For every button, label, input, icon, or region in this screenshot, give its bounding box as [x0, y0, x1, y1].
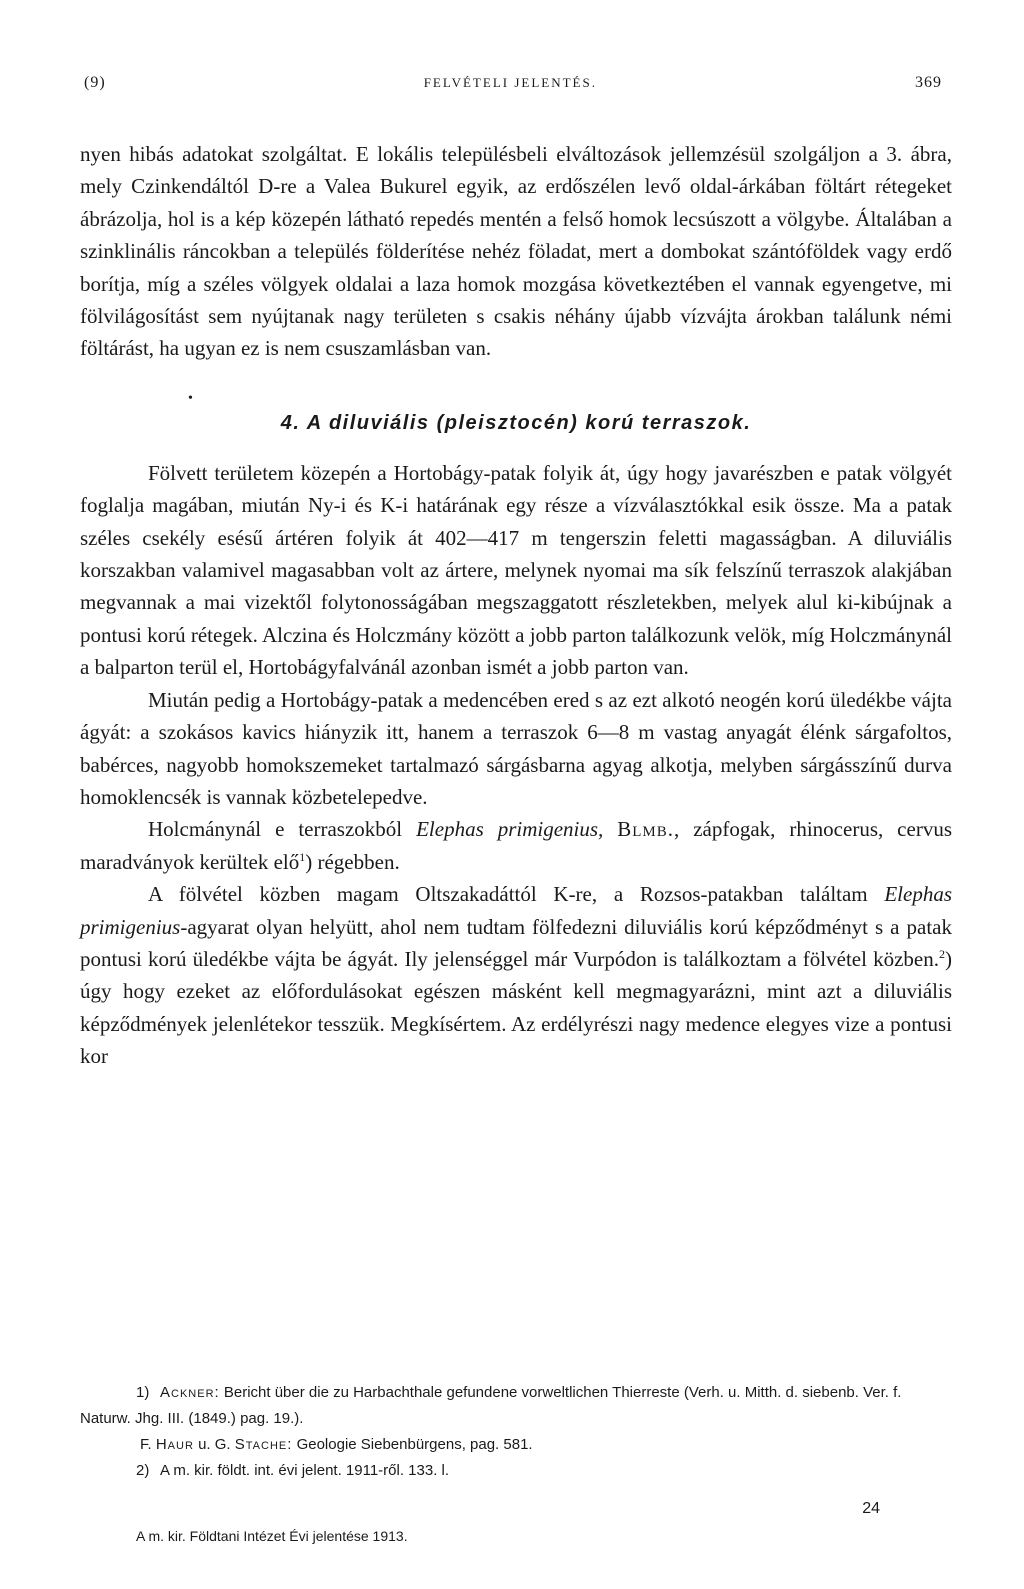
footnote-1-continued: F. Haur u. G. Stache: Geologie Siebenbürgens, pag. 581.	[140, 1436, 533, 1453]
body-text	[80, 138, 952, 1073]
paragraph-1: nyen hibás adatokat szolgáltat. E lokális településbeli elváltozások jellemzésül szolgáljon a 3. ábra, mely Czinkendáltól D-re a Valea Bukurel egyik, az erdőszélen levő oldal-árkában föltárt rétegeket ábrázolja, hol is a kép közepén látható repedés mentén a felső homok lecsúszott a völgybe. Általában a szinklinális ráncokban a település földerítése nehéz föladat, mert a dombokat szántóföldek vagy erdő borítja, míg a széles völgyek oldalai a laza homok mozgása következtében el vannak egyengetve, mi fölvilágosítást sem nyújtanak nagy területen s csakis néhány újabb vízvájta árokban találunk némi föltárást, ha ugyan ez is nem csuszamlásban van.	[80, 142, 952, 361]
signature-mark: 24	[862, 1500, 880, 1517]
species-name: Elephas primigenius	[80, 882, 952, 939]
header-title: FELVÉTELI JELENTÉS.	[423, 75, 597, 90]
footnotes	[80, 1380, 952, 1484]
header-page-ref: (9)	[84, 74, 106, 91]
paragraph-5: A fölvétel közben magam Oltszakadáttól K-re, a Rozsos-patakban találtam Elephas primigenius-agyarat olyan helyütt, ahol nem tudtam fölfedezni diluviális korú képződményt s a patak pontusi korú üledékbe vájta be ágyát. Ily jelenséggel már Vurpódon is találkoztam a fölvétel közben.$^2$) úgy hogy ezeket az előfordulásokat egészen másként kell megmagyarázni, mint azt a diluviális képződmények jelenlétekor tesszük. Megkísértem. Az erdélyrészi nagy medence elegyes vize a pontusi kor	[80, 882, 952, 1069]
stray-bullet: •	[188, 390, 193, 406]
page-footer	[136, 1500, 880, 1544]
author-abbrev: Blmb.	[617, 817, 674, 842]
paragraph-4: Holcmánynál e terraszokból Elephas primigenius, Blmb., zápfogak, rhinocerus, cervus maradványok kerültek elő$^1$) régebben.	[80, 817, 952, 874]
footer-publication: A m. kir. Földtani Intézet Évi jelentése 1913.	[136, 1528, 408, 1544]
species-name: Elephas primigenius,	[416, 817, 604, 842]
footnote-2: 2) A m. kir. földt. int. évi jelent. 1911-ről. 133. l.	[136, 1462, 450, 1479]
section-heading: 4. A diluviális (pleisztocén) korú terraszok.	[280, 411, 752, 434]
paragraph-3: Miután pedig a Hortobágy-patak a medencében ered s az ezt alkotó neogén korú üledékbe vájta ágyát: a szokásos kavics hiányzik itt, hanem a terraszok 6—8 m vastag anyagát élénk sárgafoltos, babérces, nagyobb homokszemeket tartalmazó sárgásbarna agyag alkotja, melyben sárgásszínű durva homoklencsék is vannak közbetelepedve.	[80, 687, 952, 809]
running-header	[84, 74, 942, 92]
footnote-ref-1: 1	[299, 849, 306, 864]
page-number: 369	[915, 74, 942, 91]
footnote-1: 1) Ackner: Bericht über die zu Harbachthale gefundene vorweltlichen Thierreste (Verh. u. Mitth. d. siebenb. Ver. f. Naturw. Jhg. III. (1849.) pag. 19.).	[80, 1384, 902, 1427]
paragraph-2: Fölvett területem közepén a Hortobágy-patak folyik át, úgy hogy javarészben e patak völgyét foglalja magában, miután Ny-i és K-i határának egy része a vízválasztókkal esik össze. Ma a patak széles csekély esésű ártéren folyik át 402—417 m tengerszin feletti magasságban. A diluviális korszakban valamivel magasabban volt az ártere, melynek nyomai ma sík felszínű terraszok alakjában megvannak a mai vizektől folytonosságában megszaggatott részletekben, melyek alul ki-kibújnak a pontusi korú rétegek. Alczina és Holczmány között a jobb parton találkozunk velök, míg Holczmánynál a balparton terül el, Hortobágyfalvánál azonban ismét a jobb parton van.	[80, 460, 952, 680]
footnote-ref-2: 2	[939, 946, 945, 961]
